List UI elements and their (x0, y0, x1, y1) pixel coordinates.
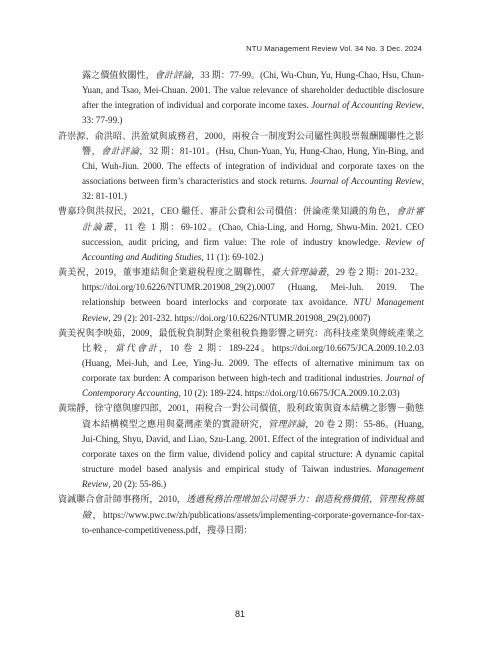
reference-italic-text: 管理評論 (268, 418, 306, 429)
reference-italic-text: 會計審計論叢 (82, 206, 424, 232)
reference-text: ，20 卷 2 期：55-86。(Huang, Jui-Ching, Shyu, David, and Liao, Szu-Lang. 2001. Effect of the integration of individual and corporate taxes on the firm value, dividend policy and capital structure: A dynamic capital structure model based analysis and empirical study of Taiwan industries. (82, 418, 424, 475)
reference-text: , 33: 77-99.) (82, 100, 424, 126)
reference-text: , 10 (2): 189-224. https://doi.org/10.6675/JCA.2009.10.2.03) (178, 388, 400, 399)
reference-text: 黃瑞靜，徐守德與廖四郎，2001，兩稅合一對公司價值，股利政策與資本結構之影響－動態資本結構模型之應用與臺灣產業的實證研究， (58, 403, 424, 429)
reference-entry (58, 129, 424, 205)
reference-entry (58, 326, 424, 402)
reference-entry (58, 492, 424, 537)
reference-italic-text: 透過稅務治理增加公司競爭力：創造稅務價值，管理稅務風險 (82, 494, 424, 520)
reference-text: ，33 期：77-99。(Chi, Wu-Chun, Yu, Hung-Chao, Hsu, Chun-Yuan, and Tsao, Mei-Chuan. 2001. The value relevance of shareholder deductible disclosure after the integration of individual and corporate income taxes. (82, 70, 424, 111)
reference-text: 許崇源、俞洪昭、洪盈斌與戚務君，2000，兩稅合一制度對公司屬性與股票報酬關聯性之影響， (58, 130, 424, 156)
reference-italic-text: Journal of Accounting Review (310, 176, 422, 187)
reference-text: ，11 卷 1 期：69-102。(Chao, Chia-Ling, and Horng, Shwu-Min. 2021. CEO succession, audit pricing, and firm value: The role of industry knowledge. (82, 221, 424, 247)
reference-entry (58, 265, 424, 326)
reference-italic-text: 臺大管理論叢 (270, 267, 327, 278)
reference-text: , 32: 81-101.) (82, 176, 424, 202)
reference-entry (58, 204, 424, 265)
reference-text: 資誠聯合會計師事務所，2010， (58, 494, 187, 505)
reference-text: 黃美祝，2019，董事連結與企業避稅程度之關聯性， (58, 267, 271, 278)
reference-italic-text: 當代會計 (114, 342, 159, 353)
reference-text: , 11 (1): 69-102.) (201, 251, 264, 262)
reference-text: 露之價值攸關性， (82, 70, 155, 80)
reference-text: ，29 卷 2 期：201-232。https://doi.org/10.6226/NTUMR.201908_29(2).0007 (Huang, Mei-Juh. 2019. The relationship between board interlocks and corporate tax avoidance. (82, 267, 424, 308)
reference-italic-text: Journal of Contemporary Accounting (82, 373, 424, 399)
reference-text: ，10 卷 2 期：189-224。https://doi.org/10.6675/JCA.2009.10.2.03 (Huang, Mei-Juh, and Lee, Ying-Ju. 2009. The effects of alternative minimum tax on corporate tax burden: A comparison between high-tech and traditional industries. (82, 342, 424, 384)
reference-italic-text: Journal of Accounting Review (311, 100, 422, 111)
reference-italic-text: Management Review (82, 464, 424, 490)
reference-italic-text: NTU Management Review (82, 297, 424, 323)
reference-italic-text: Review of Accounting and Auditing Studies (82, 236, 424, 262)
reference-italic-text: 會計評論 (154, 70, 192, 80)
reference-text: , 20 (2): 55-86.) (108, 479, 167, 490)
reference-italic-text: 會計評論 (101, 145, 140, 156)
reference-text: 曹嘉玲與洪叔民，2021，CEO 繼任、審計公費和公司價值：併論產業知識的角色， (58, 206, 397, 217)
reference-text: 黃美祝與李映茹，2009，最低稅負制對企業租稅負擔影響之研究：高科技產業與傳統產業之比較， (58, 327, 424, 353)
reference-entry (58, 401, 424, 492)
running-head: NTU Management Review Vol. 34 No. 3 Dec. 2024 (246, 44, 422, 53)
reference-list (58, 68, 424, 538)
page-number: 81 (234, 609, 245, 619)
reference-text: ，https://www.pwc.tw/zh/publications/assets/implementing-corporate-governance-for-tax-to-enhance-competitiveness.pdf，搜尋日期： (82, 509, 424, 535)
reference-text: , 29 (2): 201-232. https://doi.org/10.6226/NTUMR.201908_29(2).0007) (108, 312, 371, 323)
reference-entry (58, 68, 424, 129)
reference-text: ，32 期：81-101。(Hsu, Chun-Yuan, Yu, Hung-Chao, Hung, Yin-Bing, and Chi, Wuh-Jiun. 2000. The effects of integration of individual and corporate taxes on the associations between firm’s characteristics and stock returns. (82, 145, 424, 187)
